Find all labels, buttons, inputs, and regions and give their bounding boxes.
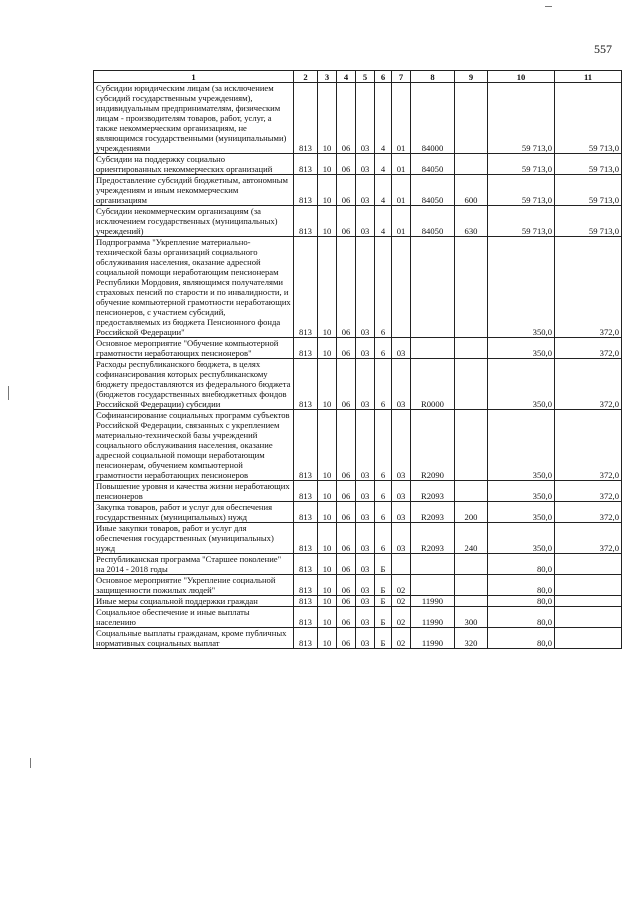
row-value-cell: 03 — [356, 628, 375, 649]
row-value-cell: 813 — [294, 502, 318, 523]
row-value-cell: R2093 — [411, 523, 455, 554]
row-value-cell — [392, 554, 411, 575]
table-row — [94, 83, 622, 154]
table-row — [94, 410, 622, 481]
row-name-cell: Основное мероприятие "Укрепление социальной защищенности пожилых людей" — [94, 575, 294, 596]
row-value-cell: 300 — [455, 607, 488, 628]
row-value-cell: 06 — [337, 554, 356, 575]
table-row — [94, 175, 622, 206]
row-value-cell — [455, 575, 488, 596]
row-value-cell: 06 — [337, 523, 356, 554]
scan-mark — [545, 6, 552, 7]
row-value-cell: 813 — [294, 554, 318, 575]
row-name-cell: Республиканская программа "Старшее поколение" на 2014 - 2018 годы — [94, 554, 294, 575]
row-value-cell — [455, 154, 488, 175]
row-name-cell: Расходы республиканского бюджета, в целях софинансирования которых республиканскому бюджету предоставляются из федерального бюджета (бюджетов государственных внебюджетных фондов Российской Федерации) субсидии — [94, 359, 294, 410]
row-value-cell: 03 — [356, 237, 375, 338]
row-value-cell — [455, 237, 488, 338]
row-value-cell: 02 — [392, 596, 411, 607]
row-value-cell: 6 — [375, 481, 392, 502]
row-value-cell: 84050 — [411, 154, 455, 175]
column-header: 11 — [555, 71, 622, 83]
table-row — [94, 596, 622, 607]
table-row — [94, 607, 622, 628]
row-value-cell: 03 — [392, 502, 411, 523]
row-value-cell: 813 — [294, 237, 318, 338]
row-value-cell: 03 — [356, 206, 375, 237]
row-value-cell: 03 — [356, 575, 375, 596]
column-header: 6 — [375, 71, 392, 83]
row-value-cell: 02 — [392, 628, 411, 649]
row-value-cell — [555, 554, 622, 575]
row-value-cell: 350,0 — [488, 523, 555, 554]
row-value-cell: 01 — [392, 175, 411, 206]
row-value-cell: 80,0 — [488, 607, 555, 628]
row-value-cell: 59 713,0 — [488, 154, 555, 175]
row-value-cell: 10 — [318, 523, 337, 554]
row-value-cell — [392, 237, 411, 338]
row-value-cell: 372,0 — [555, 481, 622, 502]
table-header-row — [94, 71, 622, 83]
row-value-cell: 372,0 — [555, 359, 622, 410]
row-value-cell: 350,0 — [488, 502, 555, 523]
row-value-cell: 10 — [318, 596, 337, 607]
row-value-cell: 84050 — [411, 206, 455, 237]
row-value-cell: 813 — [294, 523, 318, 554]
table-row — [94, 575, 622, 596]
row-value-cell: 350,0 — [488, 410, 555, 481]
table-row — [94, 628, 622, 649]
row-value-cell: 03 — [356, 607, 375, 628]
row-value-cell: 06 — [337, 481, 356, 502]
row-value-cell: 59 713,0 — [555, 206, 622, 237]
column-header: 1 — [94, 71, 294, 83]
row-value-cell: 10 — [318, 575, 337, 596]
row-value-cell: 59 713,0 — [488, 206, 555, 237]
row-value-cell: 06 — [337, 596, 356, 607]
row-value-cell: 10 — [318, 502, 337, 523]
row-value-cell: 6 — [375, 523, 392, 554]
row-value-cell: 03 — [356, 481, 375, 502]
row-value-cell: 03 — [356, 83, 375, 154]
row-value-cell: R0000 — [411, 359, 455, 410]
row-value-cell: Б — [375, 554, 392, 575]
row-value-cell — [455, 481, 488, 502]
row-value-cell: 01 — [392, 83, 411, 154]
row-value-cell — [411, 338, 455, 359]
row-value-cell: 6 — [375, 410, 392, 481]
row-value-cell: 03 — [356, 523, 375, 554]
row-name-cell: Подпрограмма "Укрепление материально-технической базы организаций социального обслуживания населения, оказание адресной социальной помощи неработающим пенсионерам Республики Мордовия, являющимся получателями страховых пенсий по старости и по инвалидности, и обучение компьютерной грамотности неработающих пенсионеров, с участием субсидий, предоставляемых из бюджета Пенсионного фонда Российской Федерации" — [94, 237, 294, 338]
row-value-cell: 59 713,0 — [555, 175, 622, 206]
row-value-cell: 10 — [318, 410, 337, 481]
row-value-cell: 813 — [294, 575, 318, 596]
row-value-cell: Б — [375, 575, 392, 596]
row-value-cell: 03 — [356, 338, 375, 359]
row-value-cell: 600 — [455, 175, 488, 206]
row-value-cell: 80,0 — [488, 575, 555, 596]
row-value-cell: 813 — [294, 607, 318, 628]
row-value-cell — [555, 607, 622, 628]
row-value-cell: 80,0 — [488, 596, 555, 607]
table-row — [94, 338, 622, 359]
row-value-cell: 10 — [318, 338, 337, 359]
scan-mark — [30, 758, 31, 768]
row-value-cell: 03 — [392, 338, 411, 359]
row-value-cell: 84000 — [411, 83, 455, 154]
column-header: 4 — [337, 71, 356, 83]
row-name-cell: Субсидии на поддержку социально ориентированных некоммерческих организаций — [94, 154, 294, 175]
row-value-cell: 03 — [356, 359, 375, 410]
row-value-cell: 6 — [375, 237, 392, 338]
row-value-cell: 03 — [392, 410, 411, 481]
row-value-cell: 372,0 — [555, 338, 622, 359]
row-value-cell: 01 — [392, 154, 411, 175]
column-header: 2 — [294, 71, 318, 83]
row-name-cell: Софинансирование социальных программ субъектов Российской Федерации, связанных с укреплением материально-технической базы учреждений социального обслуживания населения, оказание адресной социальной помощи неработающим пенсионерам, обучением компьютерной грамотности неработающих пенсионеров — [94, 410, 294, 481]
row-value-cell: 10 — [318, 237, 337, 338]
row-value-cell: 813 — [294, 410, 318, 481]
row-value-cell: 06 — [337, 502, 356, 523]
row-value-cell: 200 — [455, 502, 488, 523]
row-value-cell: 4 — [375, 83, 392, 154]
row-value-cell: 06 — [337, 607, 356, 628]
row-value-cell: 813 — [294, 628, 318, 649]
table-body — [94, 83, 622, 649]
row-value-cell: 10 — [318, 83, 337, 154]
table-row — [94, 481, 622, 502]
row-value-cell: R2090 — [411, 410, 455, 481]
row-value-cell: 630 — [455, 206, 488, 237]
row-value-cell: 10 — [318, 481, 337, 502]
row-name-cell: Социальные выплаты гражданам, кроме публичных нормативных социальных выплат — [94, 628, 294, 649]
row-value-cell: 813 — [294, 175, 318, 206]
row-name-cell: Закупка товаров, работ и услуг для обеспечения государственных (муниципальных) нужд — [94, 502, 294, 523]
table-row — [94, 359, 622, 410]
table-row — [94, 523, 622, 554]
row-value-cell: 10 — [318, 154, 337, 175]
row-value-cell: 06 — [337, 628, 356, 649]
budget-table — [93, 70, 622, 649]
row-value-cell: 813 — [294, 359, 318, 410]
table-row — [94, 554, 622, 575]
row-name-cell: Социальное обеспечение и иные выплаты населению — [94, 607, 294, 628]
row-value-cell: 06 — [337, 154, 356, 175]
row-value-cell: 06 — [337, 338, 356, 359]
column-header: 7 — [392, 71, 411, 83]
row-value-cell: 350,0 — [488, 359, 555, 410]
row-value-cell: 06 — [337, 359, 356, 410]
row-name-cell: Иные меры социальной поддержки граждан — [94, 596, 294, 607]
row-value-cell: 06 — [337, 83, 356, 154]
row-value-cell: 06 — [337, 175, 356, 206]
row-value-cell: 02 — [392, 607, 411, 628]
row-value-cell: 372,0 — [555, 523, 622, 554]
row-value-cell: 80,0 — [488, 628, 555, 649]
row-value-cell: 01 — [392, 206, 411, 237]
table-row — [94, 154, 622, 175]
row-value-cell: Б — [375, 607, 392, 628]
row-name-cell: Повышение уровня и качества жизни неработающих пенсионеров — [94, 481, 294, 502]
row-value-cell: 813 — [294, 596, 318, 607]
row-value-cell: 372,0 — [555, 410, 622, 481]
row-value-cell — [455, 83, 488, 154]
row-value-cell: 372,0 — [555, 237, 622, 338]
row-name-cell: Субсидии некоммерческим организациям (за исключением государственных (муниципальных) учреждений) — [94, 206, 294, 237]
row-name-cell: Субсидии юридическим лицам (за исключением субсидий государственным учреждениям), индивидуальным предпринимателям, физическим лицам - производителям товаров, работ, услуг, а также некоммерческим организациям, не являющимся государственными (муниципальными) учреждениями — [94, 83, 294, 154]
row-value-cell — [555, 575, 622, 596]
row-value-cell: 813 — [294, 481, 318, 502]
row-value-cell: 320 — [455, 628, 488, 649]
row-value-cell: 813 — [294, 338, 318, 359]
row-value-cell: 11990 — [411, 607, 455, 628]
row-value-cell — [555, 596, 622, 607]
row-value-cell: 10 — [318, 554, 337, 575]
row-value-cell: 6 — [375, 502, 392, 523]
row-name-cell: Основное мероприятие "Обучение компьютерной грамотности неработающих пенсионеров" — [94, 338, 294, 359]
row-value-cell: 350,0 — [488, 237, 555, 338]
column-header: 3 — [318, 71, 337, 83]
table-row — [94, 237, 622, 338]
row-value-cell — [411, 237, 455, 338]
row-value-cell: R2093 — [411, 502, 455, 523]
column-header: 9 — [455, 71, 488, 83]
row-value-cell: 59 713,0 — [555, 154, 622, 175]
row-value-cell: 06 — [337, 410, 356, 481]
row-value-cell: 813 — [294, 83, 318, 154]
row-value-cell: 80,0 — [488, 554, 555, 575]
row-value-cell: 4 — [375, 206, 392, 237]
row-value-cell: 10 — [318, 206, 337, 237]
table-row — [94, 502, 622, 523]
row-value-cell: Б — [375, 628, 392, 649]
row-name-cell: Иные закупки товаров, работ и услуг для обеспечения государственных (муниципальных) нужд — [94, 523, 294, 554]
row-value-cell — [455, 338, 488, 359]
row-value-cell: 4 — [375, 175, 392, 206]
row-value-cell: R2093 — [411, 481, 455, 502]
row-value-cell: 10 — [318, 175, 337, 206]
row-value-cell: 240 — [455, 523, 488, 554]
row-value-cell: 02 — [392, 575, 411, 596]
scan-mark — [8, 386, 9, 400]
row-value-cell — [555, 628, 622, 649]
row-value-cell: 84050 — [411, 175, 455, 206]
row-value-cell: 4 — [375, 154, 392, 175]
row-value-cell: 10 — [318, 628, 337, 649]
row-value-cell — [411, 554, 455, 575]
row-value-cell: 59 713,0 — [488, 83, 555, 154]
row-value-cell: 03 — [356, 175, 375, 206]
row-value-cell — [455, 359, 488, 410]
row-value-cell: 350,0 — [488, 481, 555, 502]
row-value-cell: 06 — [337, 206, 356, 237]
row-value-cell: 03 — [392, 481, 411, 502]
row-value-cell: 03 — [356, 554, 375, 575]
column-header: 10 — [488, 71, 555, 83]
table-row — [94, 206, 622, 237]
row-value-cell: 6 — [375, 359, 392, 410]
row-value-cell — [455, 410, 488, 481]
row-value-cell — [455, 596, 488, 607]
column-header: 8 — [411, 71, 455, 83]
row-value-cell: 11990 — [411, 628, 455, 649]
row-value-cell: 10 — [318, 607, 337, 628]
row-value-cell: 03 — [356, 410, 375, 481]
page-number: 557 — [594, 42, 612, 56]
row-value-cell: 813 — [294, 154, 318, 175]
row-value-cell: 59 713,0 — [555, 83, 622, 154]
row-value-cell — [411, 575, 455, 596]
column-header: 5 — [356, 71, 375, 83]
row-value-cell: 03 — [356, 596, 375, 607]
row-value-cell: 03 — [392, 523, 411, 554]
row-value-cell: 06 — [337, 575, 356, 596]
row-value-cell: 10 — [318, 359, 337, 410]
row-value-cell: 11990 — [411, 596, 455, 607]
row-value-cell: 59 713,0 — [488, 175, 555, 206]
row-value-cell: 03 — [356, 502, 375, 523]
row-value-cell: 813 — [294, 206, 318, 237]
row-value-cell: Б — [375, 596, 392, 607]
row-value-cell: 06 — [337, 237, 356, 338]
row-value-cell: 6 — [375, 338, 392, 359]
row-value-cell: 03 — [356, 154, 375, 175]
row-name-cell: Предоставление субсидий бюджетным, автономным учреждениям и иным некоммерческим организациям — [94, 175, 294, 206]
row-value-cell: 372,0 — [555, 502, 622, 523]
row-value-cell — [455, 554, 488, 575]
row-value-cell: 03 — [392, 359, 411, 410]
row-value-cell: 350,0 — [488, 338, 555, 359]
